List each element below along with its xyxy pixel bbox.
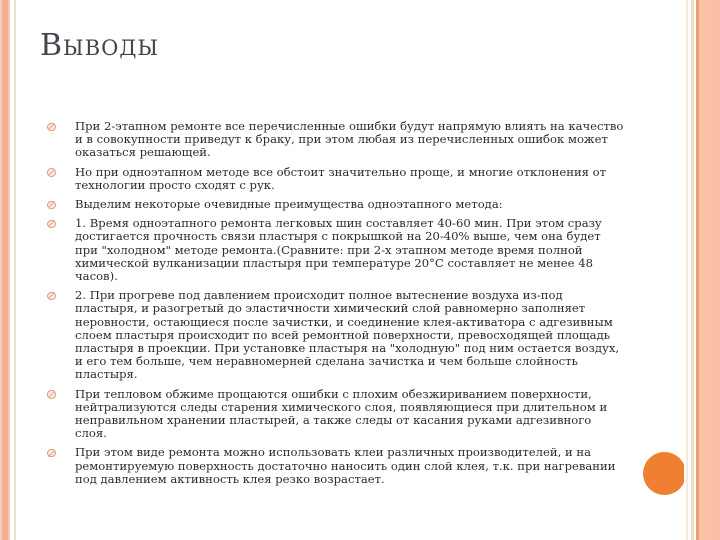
bullet-item	[47, 166, 625, 192]
circle-slash-bullet-icon	[47, 292, 56, 301]
bullet-list	[47, 120, 625, 492]
circle-slash-bullet-icon	[47, 390, 56, 399]
left-border-thin-line	[14, 0, 16, 540]
bullet-item	[47, 217, 625, 283]
bullet-text: 1. Время одноэтапного ремонта легковых шин составляет 40-60 мин. При этом сразу достигается прочность связи пластыря с покрышкой на 20-40% выше, чем она будет при "холодном" методе ремонта.(Сравните: при 2-х этапном методе время полной химической вулканизации пластыря при температуре 20°С составляет не менее 48 часов).	[75, 216, 602, 284]
circle-slash-bullet-icon	[47, 168, 56, 177]
right-border-stripes	[684, 0, 720, 540]
bullet-text: При этом виде ремонта можно использовать клеи различных производителей, и на ремонтируемую поверхность достаточно наносить один слой клея, т.к. при нагревании под давлением активность клея резко возрастает.	[75, 445, 616, 486]
left-border-stripe	[0, 0, 10, 540]
orange-accent-circle	[643, 452, 686, 495]
bullet-item	[47, 289, 625, 381]
circle-slash-bullet-icon	[47, 123, 56, 132]
bullet-item	[47, 446, 625, 486]
bullet-item	[47, 198, 625, 211]
circle-slash-bullet-icon	[47, 449, 56, 458]
bullet-item	[47, 120, 625, 160]
bullet-text: Выделим некоторые очевидные преимущества одноэтапного метода:	[75, 197, 503, 212]
bullet-text: При 2-этапном ремонте все перечисленные ошибки будут напрямую влиять на качество и в совокупности приведут к браку, при этом любая из перечисленных ошибок может оказаться решающей.	[75, 119, 624, 160]
bullet-text: При тепловом обжиме прощаются ошибки с плохим обезжириванием поверхности, нейтрализуются следы старения химического слоя, появляющиеся при длительном и неправильном хранении пластырей, а также следы от касания руками адгезивного слоя.	[75, 386, 608, 441]
bullet-text: Но при одноэтапном методе все обстоит значительно проще, и многие отклонения от технологии просто сходят с рук.	[75, 164, 607, 192]
bullet-item	[47, 388, 625, 441]
slide-title: Выводы	[40, 28, 160, 63]
bullet-text: 2. При прогреве под давлением происходит полное вытеснение воздуха из-под пластыря, и разогретый до эластичности химический слой равномерно заполняет неровности, остающиеся после зачистки, и соединение клея-активатора с адгезивным слоем пластыря происходит по всей ремонтной поверхности, превосходящей площадь пластыря в проекции. При установке пластыря на "холодную" под ним остается воздух, и его тем больше, чем неравномерней сделана зачистка и чем больше слойность пластыря.	[75, 288, 620, 382]
circle-slash-bullet-icon	[47, 220, 56, 229]
circle-slash-bullet-icon	[47, 201, 56, 210]
